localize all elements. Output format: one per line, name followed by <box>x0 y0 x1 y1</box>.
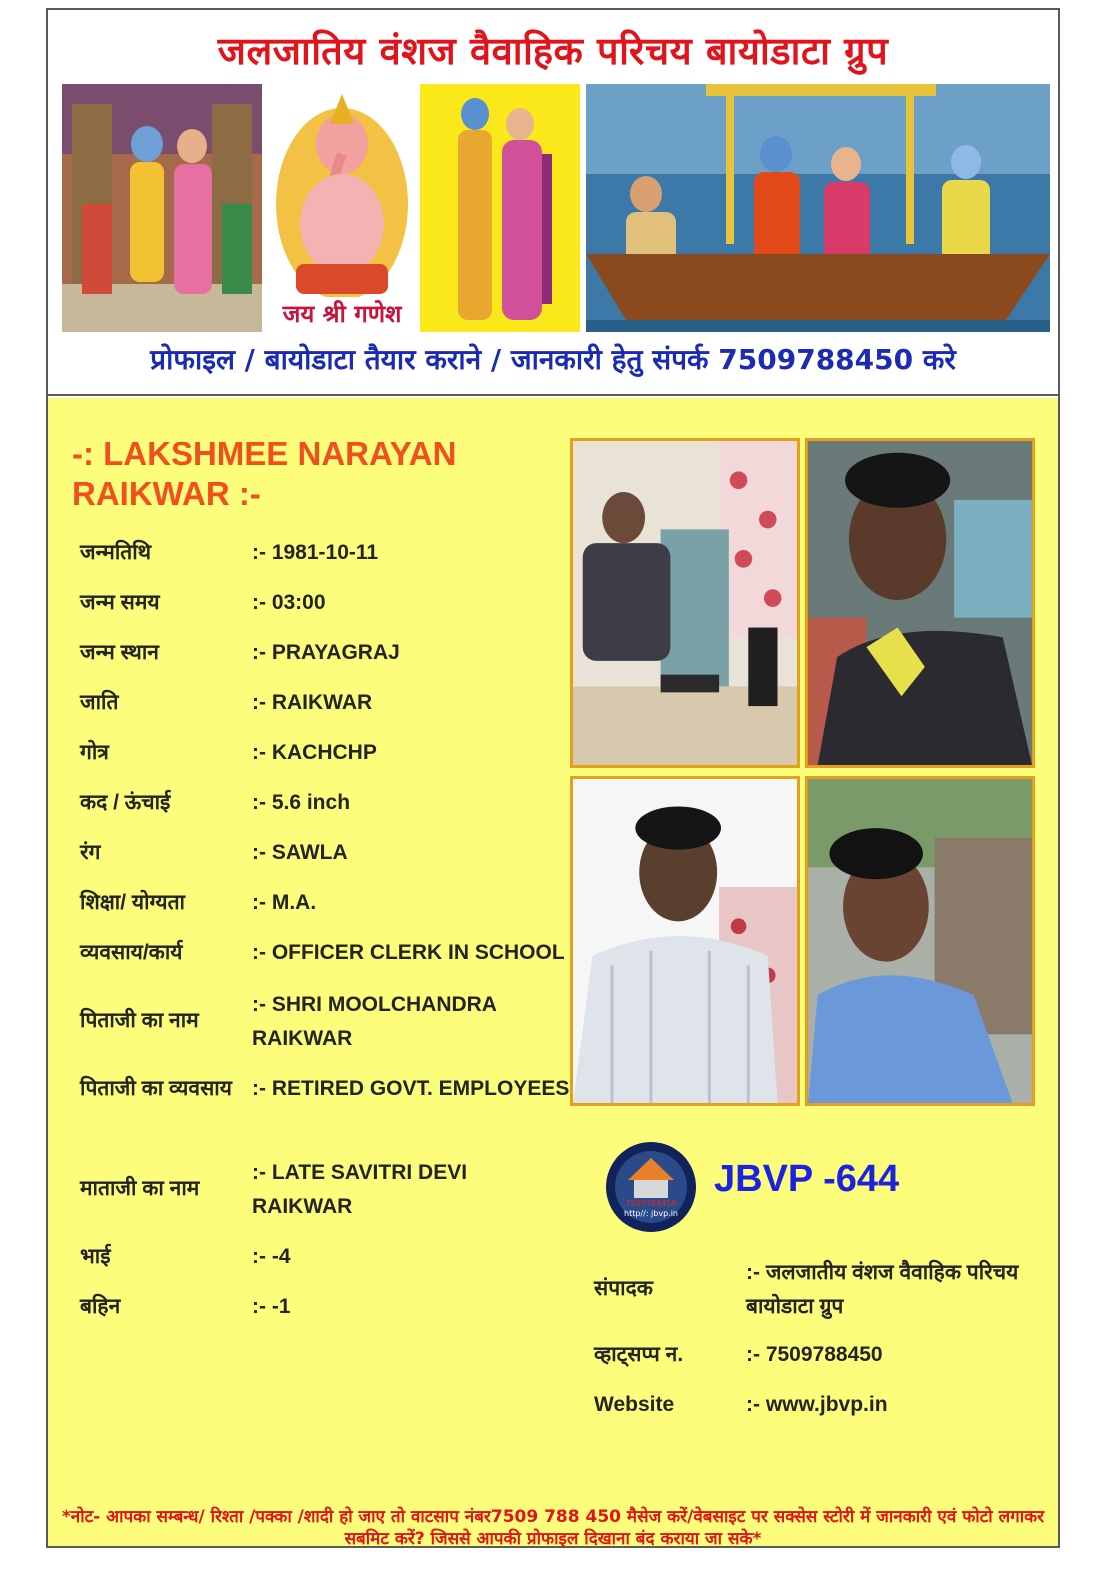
header-banner <box>48 10 1058 396</box>
detail-label: पिताजी का नाम <box>80 1009 199 1032</box>
profile-content <box>48 398 1058 1549</box>
contact-label: व्हाट्सप्प न. <box>594 1343 684 1366</box>
detail-value: :- 5.6 inch <box>252 791 351 814</box>
detail-value: :- 1981-10-11 <box>252 541 379 564</box>
detail-value: :- LATE SAVITRI DEVI RAIKWAR <box>252 1161 468 1218</box>
detail-value: :- RETIRED GOVT. EMPLOYEES <box>252 1077 570 1100</box>
ganesh-image <box>266 84 418 332</box>
detail-label: गोत्र <box>80 741 109 764</box>
detail-value: :- OFFICER CLERK IN SCHOOL <box>252 941 565 964</box>
detail-label: जन्म स्थान <box>80 641 159 664</box>
detail-label: बहिन <box>80 1295 121 1318</box>
profile-photo-selfie <box>805 438 1035 768</box>
header-title: जलजातिय वंशज वैवाहिक परिचय बायोडाटा ग्रुप <box>217 29 889 73</box>
header-subtitle: प्रोफाइल / बायोडाटा तैयार कराने / जानकारी हेतु संपर्क 7509788450 करे <box>150 343 956 376</box>
detail-label: पिताजी का व्यवसाय <box>80 1077 232 1100</box>
profile-photo-outdoor <box>805 776 1035 1106</box>
ram-sita-image-left <box>62 84 262 332</box>
detail-value: :- M.A. <box>252 891 317 914</box>
logo-phone-text: 7509788450 <box>625 1199 677 1208</box>
detail-label: जन्म समय <box>80 591 160 614</box>
footer-note: *नोट- आपका सम्बन्ध/ रिश्ता /पक्का /शादी हो जाए तो वाटसाप नंबर7509 788 450 मैसेज करें/वेबसाइट पर सक्सेस स्टोरी में जानकारी एवं फोटो लगाकर सबमिट करें? जिससे आपकी प्रोफाइल दिखाना बंद कराया जा सके* <box>61 1507 1045 1549</box>
detail-label: जन्मतिथि <box>80 541 152 564</box>
contact-label: संपादक <box>594 1277 653 1300</box>
detail-value: :- SHRI MOOLCHANDRA RAIKWAR <box>252 993 497 1050</box>
detail-label: जाति <box>80 691 119 714</box>
contact-value: :- www.jbvp.in <box>746 1393 888 1416</box>
person-name: -: LAKSHMEE NARAYAN RAIKWAR :- <box>72 435 457 512</box>
ram-boat-image <box>586 84 1050 332</box>
biodata-card <box>46 8 1060 1548</box>
detail-label: व्यवसाय/कार्य <box>80 941 183 964</box>
detail-label: रंग <box>80 841 101 864</box>
ram-sita-image-center <box>420 84 580 332</box>
detail-value: :- -1 <box>252 1295 291 1318</box>
detail-label: माताजी का नाम <box>80 1177 200 1200</box>
contact-value: :- जलजातीय वंशज वैवाहिक परिचय बायोडाटा ग्रुप <box>746 1261 1019 1318</box>
detail-label: शिक्षा/ योग्यता <box>80 891 185 914</box>
detail-value: :- -4 <box>252 1245 291 1268</box>
detail-value: :- SAWLA <box>252 841 348 864</box>
profile-id: JBVP -644 <box>714 1158 900 1200</box>
profile-photo-office <box>570 438 800 768</box>
detail-value: :- RAIKWAR <box>252 691 373 714</box>
contact-value: :- 7509788450 <box>746 1343 883 1366</box>
logo-url-text: http//: jbvp.in <box>624 1209 678 1218</box>
jbvp-logo <box>604 1140 698 1234</box>
ganesh-caption: जय श्री गणेश <box>266 297 418 330</box>
detail-value: :- KACHCHP <box>252 741 377 764</box>
profile-photo-striped-shirt <box>570 776 800 1106</box>
detail-label: कद / ऊंचाई <box>80 791 171 814</box>
contact-label: Website <box>594 1393 675 1416</box>
detail-value: :- 03:00 <box>252 591 326 614</box>
detail-value: :- PRAYAGRAJ <box>252 641 400 664</box>
detail-label: भाई <box>80 1245 111 1268</box>
